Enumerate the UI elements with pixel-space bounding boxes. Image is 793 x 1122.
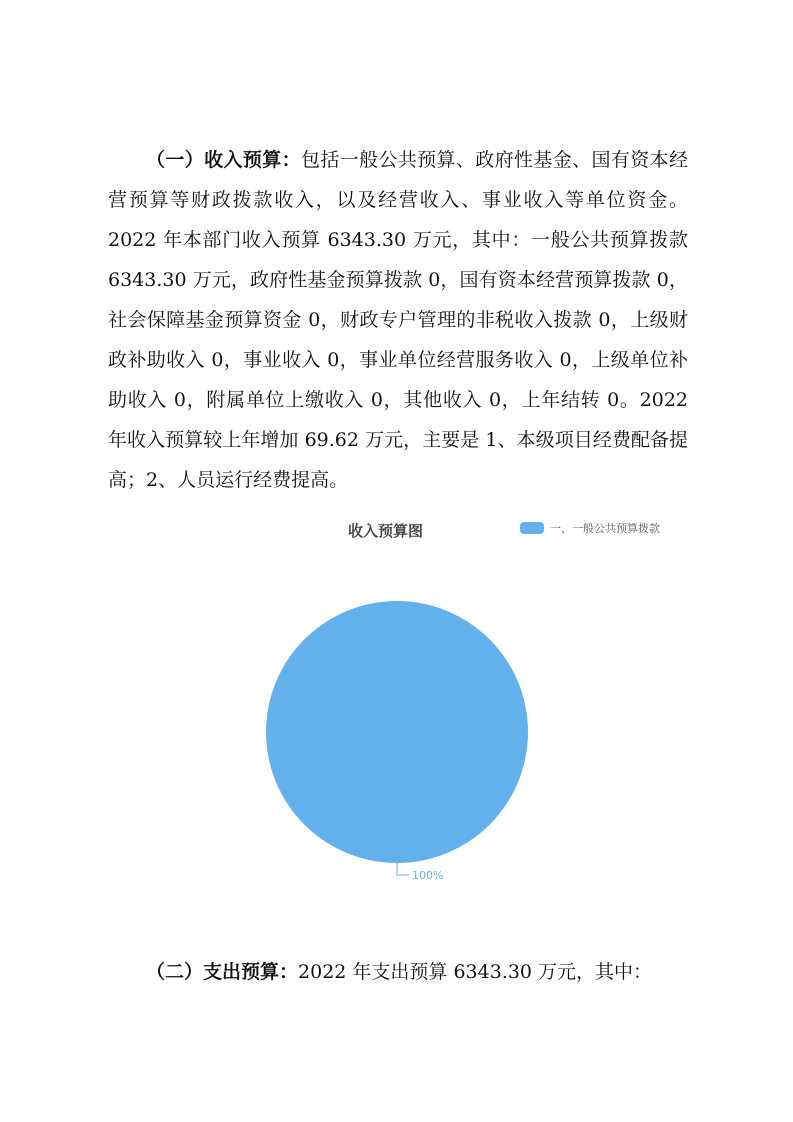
pie-label-line xyxy=(397,863,409,875)
legend-label: 一、一般公共预算拨款 xyxy=(550,522,660,535)
income-budget-text: 包括一般公共预算、政府性基金、国有资本经营预算等财政拨款收入，以及经营收入、事业收入等单位资金。2022 年本部门收入预算 6343.30 万元，其中：一般公共预算拨款 6343.30 万元，政府性基金预算拨款 0，国有资本经营预算拨款 0，社会保障基金预算资金 0，财政专户管理的非税收入拨款 0，上级财政补助收入 0，事业收入 0，事业单位经营服务收入 0，上级单位补助收入 0，附属单位上缴收入 0，其他收入 0，上年结转 0。2022 年收入预算较上年增加 69.62 万元，主要是 1、本级项目经费配备提高；2、人员运行经费提高。 xyxy=(108,149,688,491)
chart-title: 收入预算图 xyxy=(348,522,424,540)
income-budget-chart xyxy=(108,510,688,910)
expense-budget-heading: （二）支出预算： xyxy=(146,961,299,983)
income-budget-heading: （一）收入预算： xyxy=(146,149,301,171)
legend-swatch xyxy=(520,522,544,534)
chart-legend[interactable] xyxy=(520,520,660,536)
expense-budget-paragraph xyxy=(108,952,688,992)
expense-budget-text: 2022 年支出预算 6343.30 万元，其中： xyxy=(298,961,653,983)
pie-data-label: 100% xyxy=(412,869,444,882)
income-budget-paragraph xyxy=(108,140,688,500)
pie-slice[interactable] xyxy=(266,601,528,863)
pie-chart-svg xyxy=(108,510,688,910)
